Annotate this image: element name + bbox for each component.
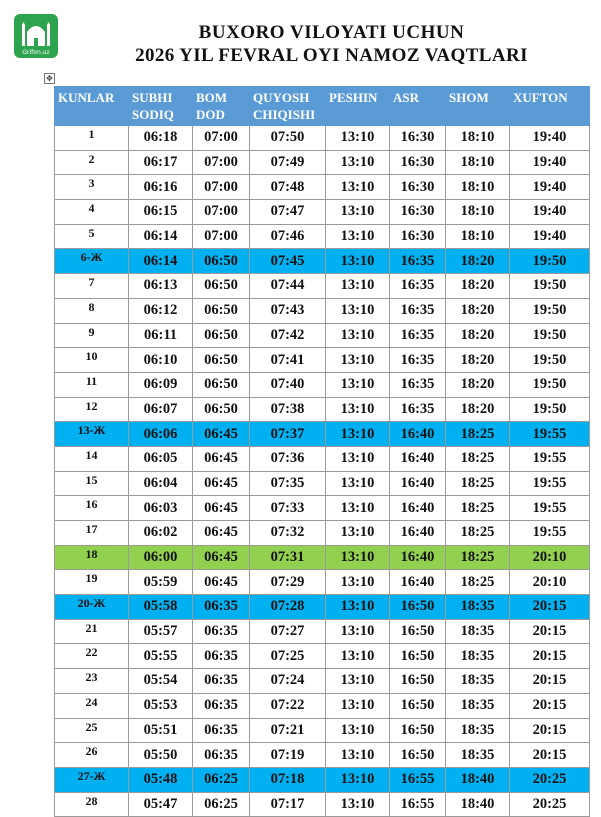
cell-quyosh-chiqishi: 07:33 [250, 496, 326, 521]
table-row [55, 150, 590, 175]
cell-subhi-sodiq: 06:05 [129, 446, 193, 471]
cell-xufton: 20:15 [510, 619, 590, 644]
cell-asr: 16:50 [390, 718, 446, 743]
cell-asr: 16:40 [390, 545, 446, 570]
cell-bomdod: 06:50 [193, 249, 250, 274]
cell-bomdod: 06:45 [193, 422, 250, 447]
cell-xufton: 20:15 [510, 743, 590, 768]
cell-asr: 16:50 [390, 595, 446, 620]
cell-bomdod: 06:50 [193, 274, 250, 299]
table-row [55, 570, 590, 595]
cell-day: 6-Ж [55, 249, 129, 274]
cell-quyosh-chiqishi: 07:37 [250, 422, 326, 447]
cell-quyosh-chiqishi: 07:42 [250, 323, 326, 348]
cell-bomdod: 07:00 [193, 126, 250, 151]
cell-bomdod: 06:35 [193, 718, 250, 743]
header-line-1: XUFTON [513, 90, 568, 105]
header-xufton [510, 87, 590, 126]
cell-bomdod: 06:45 [193, 521, 250, 546]
table-row [55, 792, 590, 817]
header-line-2: CHIQISHI [253, 107, 316, 122]
table-body [55, 126, 590, 817]
cell-shom: 18:25 [446, 422, 510, 447]
cell-peshin: 13:10 [326, 521, 390, 546]
cell-subhi-sodiq: 06:14 [129, 249, 193, 274]
cell-peshin: 13:10 [326, 792, 390, 817]
table-row [55, 496, 590, 521]
cell-quyosh-chiqishi: 07:27 [250, 619, 326, 644]
cell-xufton: 19:50 [510, 397, 590, 422]
cell-quyosh-chiqishi: 07:22 [250, 693, 326, 718]
cell-asr: 16:50 [390, 693, 446, 718]
header-quyosh-chiqishi [250, 87, 326, 126]
cell-day: 20-Ж [55, 595, 129, 620]
cell-bomdod: 06:45 [193, 471, 250, 496]
cell-xufton: 19:50 [510, 274, 590, 299]
cell-asr: 16:30 [390, 175, 446, 200]
cell-shom: 18:10 [446, 200, 510, 225]
cell-xufton: 19:50 [510, 372, 590, 397]
cell-peshin: 13:10 [326, 595, 390, 620]
cell-quyosh-chiqishi: 07:47 [250, 200, 326, 225]
table-row [55, 175, 590, 200]
cell-subhi-sodiq: 06:04 [129, 471, 193, 496]
cell-subhi-sodiq: 06:15 [129, 200, 193, 225]
cell-day: 9 [55, 323, 129, 348]
cell-day: 27-Ж [55, 767, 129, 792]
cell-day: 12 [55, 397, 129, 422]
header-kunlar [55, 87, 129, 126]
cell-quyosh-chiqishi: 07:31 [250, 545, 326, 570]
table-row [55, 348, 590, 373]
cell-peshin: 13:10 [326, 348, 390, 373]
cell-shom: 18:10 [446, 175, 510, 200]
header-line-1: PESHIN [329, 90, 378, 105]
cell-subhi-sodiq: 05:55 [129, 644, 193, 669]
cell-shom: 18:10 [446, 224, 510, 249]
cell-bomdod: 06:45 [193, 570, 250, 595]
cell-day: 13-Ж [55, 422, 129, 447]
cell-bomdod: 06:25 [193, 767, 250, 792]
site-logo [14, 14, 58, 58]
cell-day: 14 [55, 446, 129, 471]
cell-shom: 18:25 [446, 570, 510, 595]
table-row [55, 619, 590, 644]
cell-shom: 18:35 [446, 743, 510, 768]
cell-xufton: 19:55 [510, 471, 590, 496]
cell-subhi-sodiq: 06:12 [129, 298, 193, 323]
header-asr [390, 87, 446, 126]
table-row [55, 126, 590, 151]
cell-bomdod: 06:35 [193, 595, 250, 620]
cell-shom: 18:35 [446, 693, 510, 718]
cell-subhi-sodiq: 06:14 [129, 224, 193, 249]
cell-asr: 16:40 [390, 471, 446, 496]
cell-xufton: 19:50 [510, 323, 590, 348]
cell-subhi-sodiq: 05:54 [129, 669, 193, 694]
table-row [55, 422, 590, 447]
cell-xufton: 19:50 [510, 348, 590, 373]
cell-quyosh-chiqishi: 07:45 [250, 249, 326, 274]
cell-xufton: 20:15 [510, 718, 590, 743]
cell-quyosh-chiqishi: 07:21 [250, 718, 326, 743]
cell-peshin: 13:10 [326, 175, 390, 200]
cell-day: 18 [55, 545, 129, 570]
cell-subhi-sodiq: 05:51 [129, 718, 193, 743]
cell-day: 10 [55, 348, 129, 373]
cell-day: 2 [55, 150, 129, 175]
table-row [55, 224, 590, 249]
cell-bomdod: 06:25 [193, 792, 250, 817]
table-header [55, 87, 590, 126]
cell-peshin: 13:10 [326, 767, 390, 792]
cell-bomdod: 06:45 [193, 496, 250, 521]
cell-day: 15 [55, 471, 129, 496]
page-title [70, 22, 593, 69]
cell-peshin: 13:10 [326, 718, 390, 743]
cell-xufton: 19:40 [510, 200, 590, 225]
cell-xufton: 20:15 [510, 595, 590, 620]
cell-shom: 18:25 [446, 521, 510, 546]
table-row [55, 323, 590, 348]
header-line-1: KUNLAR [58, 90, 115, 105]
table-row [55, 298, 590, 323]
cell-peshin: 13:10 [326, 471, 390, 496]
header-line-1: SHOM [449, 90, 489, 105]
cell-xufton: 19:55 [510, 446, 590, 471]
cell-xufton: 19:40 [510, 224, 590, 249]
cell-quyosh-chiqishi: 07:25 [250, 644, 326, 669]
cell-shom: 18:25 [446, 446, 510, 471]
cell-shom: 18:25 [446, 545, 510, 570]
cell-day: 8 [55, 298, 129, 323]
cell-peshin: 13:10 [326, 619, 390, 644]
cell-bomdod: 06:45 [193, 545, 250, 570]
cell-bomdod: 06:50 [193, 298, 250, 323]
cell-asr: 16:50 [390, 644, 446, 669]
cell-asr: 16:35 [390, 298, 446, 323]
cell-day: 22 [55, 644, 129, 669]
cell-peshin: 13:10 [326, 397, 390, 422]
header-line-1: BOM [196, 90, 228, 105]
cell-peshin: 13:10 [326, 644, 390, 669]
cell-quyosh-chiqishi: 07:32 [250, 521, 326, 546]
cell-subhi-sodiq: 05:47 [129, 792, 193, 817]
cell-peshin: 13:10 [326, 372, 390, 397]
table-row [55, 274, 590, 299]
cell-subhi-sodiq: 05:48 [129, 767, 193, 792]
table-row [55, 718, 590, 743]
cell-subhi-sodiq: 06:09 [129, 372, 193, 397]
cell-asr: 16:50 [390, 619, 446, 644]
table-row [55, 545, 590, 570]
cell-xufton: 19:40 [510, 150, 590, 175]
cell-shom: 18:20 [446, 298, 510, 323]
logo-text: Grifon.uz [22, 49, 50, 56]
table-row [55, 397, 590, 422]
table-row [55, 767, 590, 792]
cell-shom: 18:35 [446, 595, 510, 620]
cell-quyosh-chiqishi: 07:41 [250, 348, 326, 373]
cell-asr: 16:55 [390, 767, 446, 792]
cell-asr: 16:35 [390, 348, 446, 373]
table-row [55, 471, 590, 496]
cell-quyosh-chiqishi: 07:17 [250, 792, 326, 817]
cell-bomdod: 06:50 [193, 397, 250, 422]
cell-quyosh-chiqishi: 07:43 [250, 298, 326, 323]
cell-day: 7 [55, 274, 129, 299]
cell-subhi-sodiq: 06:02 [129, 521, 193, 546]
cell-asr: 16:35 [390, 323, 446, 348]
cell-subhi-sodiq: 06:13 [129, 274, 193, 299]
cell-subhi-sodiq: 05:50 [129, 743, 193, 768]
cell-peshin: 13:10 [326, 323, 390, 348]
cell-bomdod: 06:50 [193, 372, 250, 397]
header-peshin [326, 87, 390, 126]
cell-xufton: 20:15 [510, 669, 590, 694]
cell-subhi-sodiq: 06:17 [129, 150, 193, 175]
cell-bomdod: 06:50 [193, 323, 250, 348]
cell-asr: 16:50 [390, 743, 446, 768]
table-row [55, 446, 590, 471]
table-row [55, 595, 590, 620]
cell-quyosh-chiqishi: 07:46 [250, 224, 326, 249]
cell-xufton: 19:40 [510, 126, 590, 151]
cell-asr: 16:40 [390, 521, 446, 546]
cell-day: 4 [55, 200, 129, 225]
header-line-1: SUBHI [132, 90, 173, 105]
cell-subhi-sodiq: 05:58 [129, 595, 193, 620]
cell-asr: 16:35 [390, 249, 446, 274]
cell-bomdod: 07:00 [193, 175, 250, 200]
cell-subhi-sodiq: 06:16 [129, 175, 193, 200]
cell-bomdod: 07:00 [193, 150, 250, 175]
cell-bomdod: 06:35 [193, 619, 250, 644]
cell-subhi-sodiq: 05:53 [129, 693, 193, 718]
cell-bomdod: 07:00 [193, 224, 250, 249]
cell-peshin: 13:10 [326, 446, 390, 471]
cell-peshin: 13:10 [326, 200, 390, 225]
cell-asr: 16:40 [390, 496, 446, 521]
table-row [55, 644, 590, 669]
cell-asr: 16:55 [390, 792, 446, 817]
cell-shom: 18:35 [446, 669, 510, 694]
header-bomdod [193, 87, 250, 126]
cell-asr: 16:30 [390, 126, 446, 151]
table-row [55, 200, 590, 225]
cell-shom: 18:35 [446, 619, 510, 644]
cell-quyosh-chiqishi: 07:19 [250, 743, 326, 768]
header-line-2: DOD [196, 107, 225, 122]
cell-shom: 18:20 [446, 348, 510, 373]
cell-xufton: 20:25 [510, 767, 590, 792]
cell-shom: 18:40 [446, 792, 510, 817]
title-line-2: 2026 YIL FEVRAL OYI NAMOZ VAQTLARI [135, 45, 528, 66]
cell-xufton: 19:50 [510, 249, 590, 274]
cell-day: 1 [55, 126, 129, 151]
cell-day: 11 [55, 372, 129, 397]
cell-day: 3 [55, 175, 129, 200]
cell-peshin: 13:10 [326, 496, 390, 521]
cell-asr: 16:30 [390, 224, 446, 249]
cell-subhi-sodiq: 06:03 [129, 496, 193, 521]
cell-asr: 16:30 [390, 200, 446, 225]
cell-subhi-sodiq: 06:07 [129, 397, 193, 422]
cell-quyosh-chiqishi: 07:28 [250, 595, 326, 620]
title-line-1: BUXORO VILOYATI UCHUN [198, 22, 465, 43]
cell-subhi-sodiq: 06:18 [129, 126, 193, 151]
header-row [55, 87, 590, 126]
header-subhi-sodiq [129, 87, 193, 126]
table-row [55, 743, 590, 768]
cell-quyosh-chiqishi: 07:49 [250, 150, 326, 175]
cell-shom: 18:20 [446, 274, 510, 299]
cell-quyosh-chiqishi: 07:36 [250, 446, 326, 471]
cell-quyosh-chiqishi: 07:18 [250, 767, 326, 792]
cell-shom: 18:35 [446, 644, 510, 669]
cell-shom: 18:20 [446, 323, 510, 348]
cell-bomdod: 06:35 [193, 644, 250, 669]
cell-asr: 16:40 [390, 446, 446, 471]
header-line-2: SODIQ [132, 107, 174, 122]
cell-quyosh-chiqishi: 07:29 [250, 570, 326, 595]
cell-quyosh-chiqishi: 07:24 [250, 669, 326, 694]
cell-day: 24 [55, 693, 129, 718]
cell-asr: 16:35 [390, 372, 446, 397]
cell-quyosh-chiqishi: 07:48 [250, 175, 326, 200]
cell-day: 21 [55, 619, 129, 644]
cell-peshin: 13:10 [326, 693, 390, 718]
prayer-times-table [54, 86, 590, 817]
cell-peshin: 13:10 [326, 545, 390, 570]
cell-day: 5 [55, 224, 129, 249]
cell-day: 17 [55, 521, 129, 546]
cell-quyosh-chiqishi: 07:44 [250, 274, 326, 299]
cell-xufton: 19:55 [510, 496, 590, 521]
table-row [55, 693, 590, 718]
header-line-1: ASR [393, 90, 420, 105]
cell-subhi-sodiq: 06:11 [129, 323, 193, 348]
cell-shom: 18:20 [446, 249, 510, 274]
cell-xufton: 20:15 [510, 693, 590, 718]
cell-day: 26 [55, 743, 129, 768]
table-row [55, 669, 590, 694]
cell-xufton: 19:50 [510, 298, 590, 323]
cell-shom: 18:10 [446, 126, 510, 151]
cell-shom: 18:25 [446, 471, 510, 496]
cell-subhi-sodiq: 05:57 [129, 619, 193, 644]
cell-subhi-sodiq: 06:06 [129, 422, 193, 447]
cell-xufton: 19:40 [510, 175, 590, 200]
cell-xufton: 19:55 [510, 521, 590, 546]
cell-bomdod: 06:35 [193, 743, 250, 768]
table-row [55, 249, 590, 274]
table-move-handle-icon[interactable]: ✥ [44, 73, 55, 84]
cell-xufton: 20:25 [510, 792, 590, 817]
cell-day: 25 [55, 718, 129, 743]
cell-shom: 18:35 [446, 718, 510, 743]
cell-bomdod: 07:00 [193, 200, 250, 225]
cell-bomdod: 06:45 [193, 446, 250, 471]
cell-asr: 16:40 [390, 422, 446, 447]
cell-peshin: 13:10 [326, 274, 390, 299]
cell-day: 28 [55, 792, 129, 817]
cell-day: 19 [55, 570, 129, 595]
table-row [55, 521, 590, 546]
cell-day: 16 [55, 496, 129, 521]
cell-asr: 16:50 [390, 669, 446, 694]
table-row [55, 372, 590, 397]
cell-peshin: 13:10 [326, 570, 390, 595]
cell-quyosh-chiqishi: 07:35 [250, 471, 326, 496]
cell-quyosh-chiqishi: 07:40 [250, 372, 326, 397]
cell-shom: 18:25 [446, 496, 510, 521]
cell-subhi-sodiq: 05:59 [129, 570, 193, 595]
cell-asr: 16:30 [390, 150, 446, 175]
cell-day: 23 [55, 669, 129, 694]
cell-peshin: 13:10 [326, 743, 390, 768]
cell-bomdod: 06:35 [193, 693, 250, 718]
cell-shom: 18:20 [446, 372, 510, 397]
cell-bomdod: 06:35 [193, 669, 250, 694]
cell-shom: 18:40 [446, 767, 510, 792]
cell-peshin: 13:10 [326, 126, 390, 151]
cell-xufton: 20:10 [510, 570, 590, 595]
cell-peshin: 13:10 [326, 422, 390, 447]
cell-subhi-sodiq: 06:00 [129, 545, 193, 570]
cell-peshin: 13:10 [326, 150, 390, 175]
cell-asr: 16:40 [390, 570, 446, 595]
header-shom [446, 87, 510, 126]
cell-peshin: 13:10 [326, 249, 390, 274]
cell-quyosh-chiqishi: 07:38 [250, 397, 326, 422]
cell-asr: 16:35 [390, 274, 446, 299]
cell-xufton: 20:15 [510, 644, 590, 669]
cell-peshin: 13:10 [326, 669, 390, 694]
cell-bomdod: 06:50 [193, 348, 250, 373]
cell-peshin: 13:10 [326, 298, 390, 323]
cell-shom: 18:10 [446, 150, 510, 175]
cell-shom: 18:20 [446, 397, 510, 422]
cell-quyosh-chiqishi: 07:50 [250, 126, 326, 151]
cell-subhi-sodiq: 06:10 [129, 348, 193, 373]
header-line-1: QUYOSH [253, 90, 310, 105]
cell-xufton: 19:55 [510, 422, 590, 447]
cell-asr: 16:35 [390, 397, 446, 422]
cell-peshin: 13:10 [326, 224, 390, 249]
cell-xufton: 20:10 [510, 545, 590, 570]
